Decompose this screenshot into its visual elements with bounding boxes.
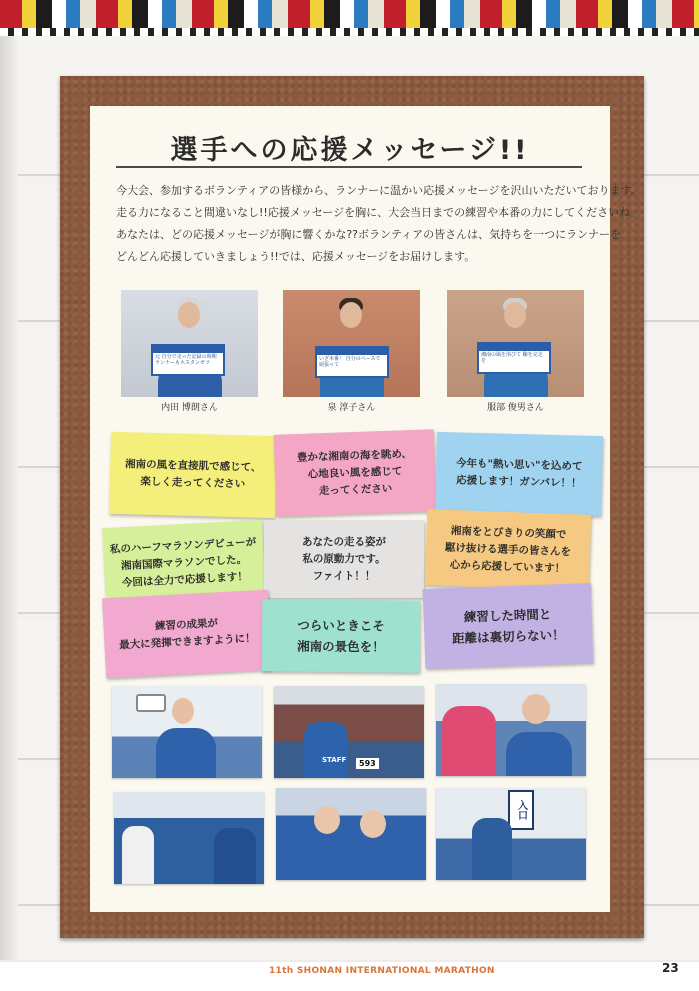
sticky-note-green: 私のハーフマラソンデビューが 湘南国際マラソンでした。 今回は全力で応援します！ <box>102 520 266 606</box>
sticky-note-blue: 今年も"熱い思い"を込めて 応援します！ガンバレ！！ <box>435 432 603 516</box>
volunteer-name: 服部 俊男さん <box>487 403 544 413</box>
sticky-note-gray: あなたの走る姿が 私の原動力です。 ファイト！！ <box>264 520 424 598</box>
sticky-note-teal: つらいときこそ 湘南の景色を！ <box>262 599 421 672</box>
race-bib: 593 <box>356 758 379 769</box>
staff-bib: STAFF <box>322 756 347 764</box>
intro-line: どんどん応援していきましょう!!では、応援メッセージをお届けします。 <box>116 250 476 263</box>
message-sign: 元 自分で走った記録の時期 ランナーもホスタンゼツ <box>151 344 225 376</box>
event-photo-cheer <box>276 788 426 880</box>
event-photo-crowd <box>114 792 264 884</box>
event-photo-megaphone <box>112 686 262 778</box>
footer-event-title: 11th SHONAN INTERNATIONAL MARATHON <box>269 966 495 976</box>
decorative-top-border <box>0 0 699 36</box>
volunteer-photo <box>447 290 584 397</box>
sticky-note-orange: 湘南をとびきりの笑顔で 駆け抜ける選手の皆さんを 心から応援しています！ <box>425 509 592 591</box>
message-sign: 湘南の風を浴びて 鞠を完走を <box>477 342 551 374</box>
volunteer-photo-card <box>283 290 420 412</box>
volunteer-photo-card <box>121 290 258 412</box>
entrance-sign: 入口 <box>508 790 534 830</box>
event-photo-smiles <box>436 684 586 776</box>
volunteer-photo <box>121 290 258 397</box>
volunteer-name: 内田 博朗さん <box>161 403 218 413</box>
volunteer-photo-card <box>447 290 584 412</box>
page-title: 選手への応援メッセージ!! <box>170 135 530 166</box>
page-number: 23 <box>662 961 679 975</box>
intro-text <box>116 180 642 268</box>
intro-line: あなたは、どの応援メッセージが胸に響くかな??ボランティアの皆さんは、気持ちを一つにランナーを <box>116 228 622 241</box>
page-binding-edge <box>0 36 18 960</box>
intro-line: 今大会、参加するボランティアの皆様から、ランナーに温かい応援メッセージを沢山いただいております。 <box>116 184 642 197</box>
intro-line: 走る力になること間違いなし!!応援メッセージを胸に、大会当日までの練習や本番の力にしてくださいね。 <box>116 206 642 219</box>
volunteer-name: 泉 淳子さん <box>327 403 376 413</box>
event-photo-runners <box>274 686 424 778</box>
sticky-note-yellow: 湘南の風を直接肌で感じて、 楽しく走ってください <box>109 432 277 518</box>
sticky-note-pink: 豊かな湘南の海を眺め、 心地良い風を感じて 走ってください <box>274 429 437 517</box>
event-photo-entrance <box>436 788 586 880</box>
volunteer-photo <box>283 290 420 397</box>
sticky-note-purple: 練習した時間と 距離は裏切らない！ <box>423 583 594 669</box>
title-underline <box>116 166 582 168</box>
message-sign: いざ本番！ 自分のペースで頑張って <box>315 346 389 378</box>
sticky-note-pink-2: 練習の成果が 最大に発揮できますように！ <box>102 590 272 679</box>
